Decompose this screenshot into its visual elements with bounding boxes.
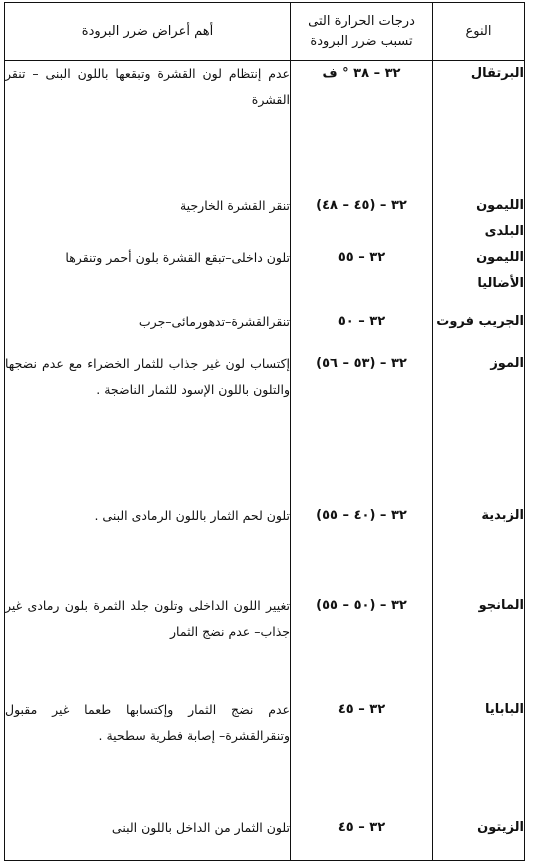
table-row bbox=[5, 351, 525, 503]
header-type: النوع bbox=[433, 3, 525, 61]
header-temperature-line1: درجات الحرارة التى bbox=[308, 13, 415, 29]
row-symptoms: تغيير اللون الداخلى وتلون جلد الثمرة بلون رمادى غير جذاب– عدم نضج الثمار bbox=[5, 593, 291, 697]
row-symptoms: عدم إنتظام لون القشرة وتبقعها باللون البنى – تنقر القشرة bbox=[5, 61, 291, 193]
row-temperature: ٣٢ – ٣٨ ° ف bbox=[291, 61, 433, 193]
row-type: البرتقال bbox=[433, 61, 525, 193]
row-temperature: ٣٢ – ٥٥ bbox=[291, 245, 433, 309]
row-temperature: ٣٢ – ٤٥ bbox=[291, 697, 433, 815]
chilling-injury-table bbox=[4, 2, 525, 861]
table-row bbox=[5, 697, 525, 815]
row-temperature: ٣٢ – (٥٠ – ٥٥) bbox=[291, 593, 433, 697]
table-row bbox=[5, 61, 525, 193]
row-type: الليمون البلدى bbox=[433, 193, 525, 245]
row-type: الزيتون bbox=[433, 815, 525, 861]
row-type: الموز bbox=[433, 351, 525, 503]
row-type: الزبدية bbox=[433, 503, 525, 593]
row-type: الليمون الأضاليا bbox=[433, 245, 525, 309]
row-type: الجريب فروت bbox=[433, 309, 525, 351]
table-row bbox=[5, 309, 525, 351]
row-symptoms: تلون لحم الثمار باللون الرمادى البنى . bbox=[5, 503, 291, 593]
row-temperature: ٣٢ – ٤٥ bbox=[291, 815, 433, 861]
row-temperature: ٣٢ – (٤٠ – ٥٥) bbox=[291, 503, 433, 593]
header-temperature bbox=[291, 3, 433, 61]
row-symptoms: عدم نضج الثمار وإكتسابها طعما غير مقبول وتنقرالقشرة– إصابة فطرية سطحية . bbox=[5, 697, 291, 815]
table-row bbox=[5, 193, 525, 245]
table-row bbox=[5, 593, 525, 697]
row-symptoms: تلون الثمار من الداخل باللون البنى bbox=[5, 815, 291, 861]
row-temperature: ٣٢ – ٥٠ bbox=[291, 309, 433, 351]
table-header-row bbox=[5, 3, 525, 61]
header-temperature-line2: تسبب ضرر البرودة bbox=[310, 33, 413, 49]
row-symptoms: تنقر القشرة الخارجية bbox=[5, 193, 291, 245]
row-temperature: ٣٢ – (٤٥ – ٤٨) bbox=[291, 193, 433, 245]
row-type: المانجو bbox=[433, 593, 525, 697]
table-row bbox=[5, 503, 525, 593]
row-type: البابايا bbox=[433, 697, 525, 815]
header-symptoms: أهم أعراض ضرر البرودة bbox=[5, 3, 291, 61]
row-symptoms: تنقرالقشرة–تدهورمائى–جرب bbox=[5, 309, 291, 351]
table-row bbox=[5, 815, 525, 861]
row-symptoms: تلون داخلى–تبقع القشرة بلون أحمر وتنقرها bbox=[5, 245, 291, 309]
table-row bbox=[5, 245, 525, 309]
row-temperature: ٣٢ – (٥٣ – ٥٦) bbox=[291, 351, 433, 503]
row-symptoms: إكتساب لون غير جذاب للثمار الخضراء مع عدم نضجها والتلون باللون الإسود للثمار الناضجة . bbox=[5, 351, 291, 503]
